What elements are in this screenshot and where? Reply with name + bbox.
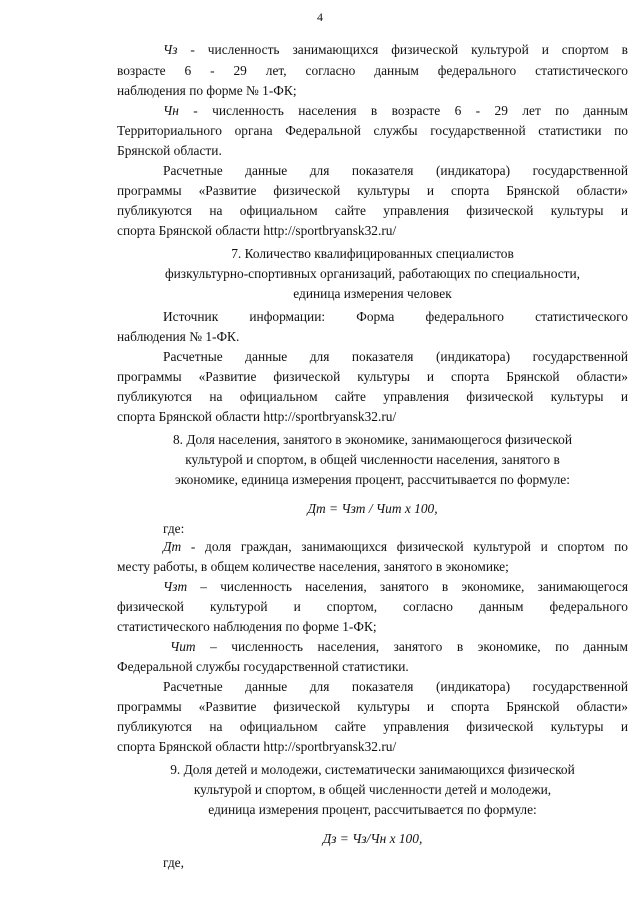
definition-chn-line-3: Брянской области. [117, 143, 222, 158]
source-line-2: наблюдения № 1-ФК. [117, 329, 240, 344]
calc-data-line-4: спорта Брянской области http://sportbryansk32.ru/ [117, 223, 397, 238]
section-8-heading-line-1: 8. Доля населения, занятого в экономике, занимающегося физической [172, 432, 573, 447]
calc-data-3-line-4: спорта Брянской области http://sportbryansk32.ru/ [117, 739, 397, 754]
definition-text: – численность населения, занятого в экономике, по данным [195, 639, 628, 654]
calc-data-2-line-2: программы «Развитие физической культуры и спорта Брянской области» [117, 369, 628, 384]
formula-dz: Дз = Чз/Чн х 100, [322, 831, 423, 846]
definition-chzt-line-3: статистического наблюдения по форме 1-ФК; [117, 619, 377, 634]
definition-text: - доля граждан, занимающихся физической культурой и спортом по [181, 539, 628, 554]
section-8-heading-line-2: культурой и спортом, в общей численности населения, занятого в [185, 452, 560, 467]
where-label: где: [163, 521, 185, 536]
definition-chz-line-2: возрасте 6 - 29 лет, согласно данным федерального статистического [117, 63, 628, 78]
definition-chz-line-3: наблюдения по форме № 1-ФК; [117, 83, 297, 98]
section-7-heading-line-3: единица измерения человек [293, 286, 452, 301]
term-chn: Чн [163, 103, 179, 118]
term-chit: Чит [170, 639, 196, 654]
where-label-2: где, [163, 855, 184, 870]
calc-data-2-line-4: спорта Брянской области http://sportbryansk32.ru/ [117, 409, 397, 424]
definition-chn-line-2: Территориального органа Федеральной службы государственной статистики по [117, 123, 628, 138]
calc-data-3-line-3: публикуются на официальном сайте управления физической культуры и [117, 719, 628, 734]
definition-text: – численность населения, занятого в экономике, занимающегося [187, 579, 628, 594]
section-7-heading-line-1: 7. Количество квалифицированных специалистов [231, 246, 514, 261]
section-7-heading-line-2: физкультурно-спортивных организаций, работающих по специальности, [164, 266, 581, 281]
formula-dt: Дт = Чзт / Чит х 100, [307, 501, 438, 516]
definition-chz-line-1 [163, 40, 628, 59]
section-8-heading-line-3: экономике, единица измерения процент, рассчитывается по формуле: [175, 472, 570, 487]
definition-chzt-line-2: физической культурой и спортом, согласно данным федерального [117, 599, 628, 614]
definition-text: - численность населения в возрасте 6 - 29 лет по данным [178, 103, 628, 118]
definition-chn-line-1 [163, 101, 628, 120]
calc-data-2-line-3: публикуются на официальном сайте управления физической культуры и [117, 389, 628, 404]
calc-data-line-3: публикуются на официальном сайте управления физической культуры и [117, 203, 628, 218]
term-chzt: Чзт [163, 579, 188, 594]
calc-data-2-line-1: Расчетные данные для показателя (индикатора) государственной [163, 349, 628, 364]
section-9-heading-line-1: 9. Доля детей и молодежи, систематически занимающихся физической [170, 762, 575, 777]
definition-text: - численность занимающихся физической культурой и спортом в [177, 42, 628, 57]
page-number: 4 [317, 10, 323, 24]
calc-data-3-line-2: программы «Развитие физической культуры и спорта Брянской области» [117, 699, 628, 714]
definition-chit-line-1 [170, 637, 628, 656]
calc-data-line-1: Расчетные данные для показателя (индикатора) государственной [163, 163, 628, 178]
definition-dt-line-2: месту работы, в общем количестве населения, занятого в экономике; [117, 559, 509, 574]
calc-data-3-line-1: Расчетные данные для показателя (индикатора) государственной [163, 679, 628, 694]
term-chz: Чз [163, 42, 178, 57]
section-9-heading-line-3: единица измерения процент, рассчитывается по формуле: [208, 802, 537, 817]
calc-data-line-2: программы «Развитие физической культуры и спорта Брянской области» [117, 183, 628, 198]
definition-chit-line-2: Федеральной службы государственной статистики. [117, 659, 409, 674]
term-dt: Дт [163, 539, 182, 554]
source-line-1: Источник информации: Форма федерального статистического [163, 309, 628, 324]
section-9-heading-line-2: культурой и спортом, в общей численности детей и молодежи, [193, 782, 552, 797]
definition-chzt-line-1 [163, 577, 628, 596]
definition-dt-line-1 [163, 537, 628, 556]
